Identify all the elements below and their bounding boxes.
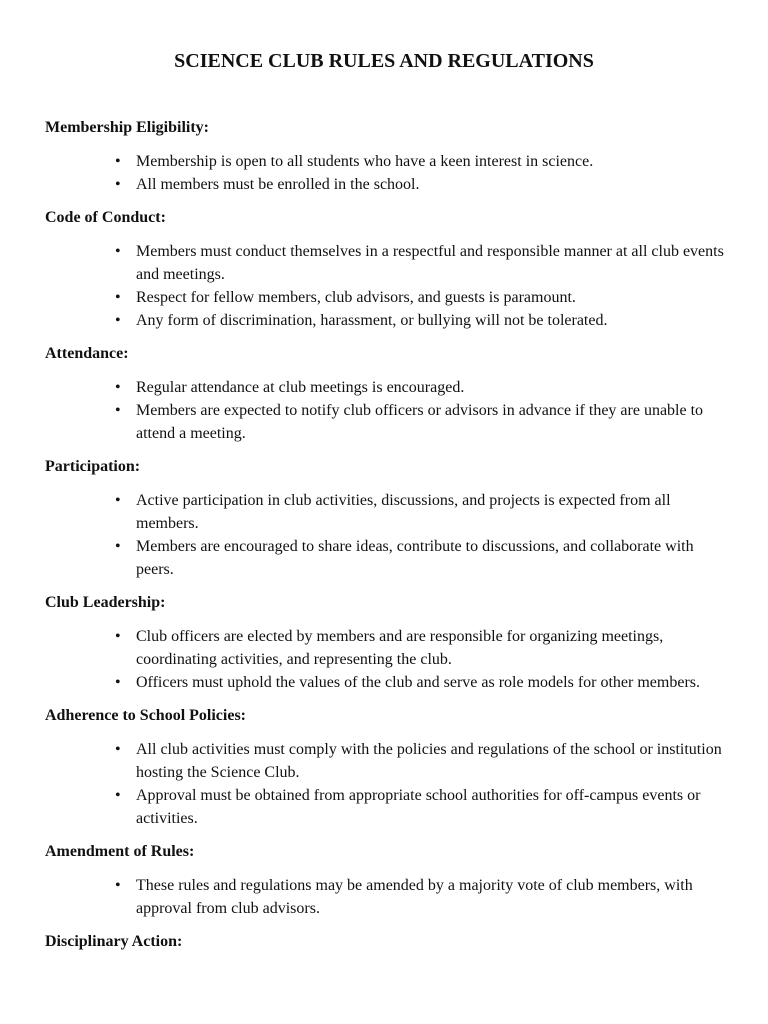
section	[45, 591, 735, 694]
list-item-text: Regular attendance at club meetings is encouraged.	[136, 379, 465, 396]
list-item-text: Members must conduct themselves in a respectful and responsible manner at all club events and meetings.	[136, 243, 724, 283]
section-heading: Participation:	[45, 458, 141, 475]
section-heading: Adherence to School Policies:	[45, 707, 247, 724]
list-item-text: Approval must be obtained from appropriate school authorities for off-campus events or activities.	[136, 787, 701, 827]
list-item-text: Active participation in club activities, discussions, and projects is expected from all members.	[136, 492, 671, 532]
list-item-text: These rules and regulations may be amended by a majority vote of club members, with approval from club advisors.	[136, 877, 693, 917]
list-item-text: Club officers are elected by members and are responsible for organizing meetings, coordinating activities, and representing the club.	[136, 628, 664, 668]
bullet-icon: •	[115, 877, 121, 894]
list-item	[45, 309, 735, 332]
bullet-icon: •	[115, 243, 121, 260]
list-item-text: Members are encouraged to share ideas, contribute to discussions, and collaborate with peers.	[136, 538, 694, 578]
bullet-list	[45, 376, 735, 445]
section	[45, 455, 735, 581]
list-item	[45, 784, 735, 830]
bullet-icon: •	[115, 492, 121, 509]
list-item	[45, 399, 735, 445]
section	[45, 840, 735, 920]
bullet-icon: •	[115, 153, 121, 170]
bullet-list	[45, 489, 735, 581]
section	[45, 342, 735, 445]
section-heading: Disciplinary Action:	[45, 933, 183, 950]
bullet-icon: •	[115, 312, 121, 329]
list-item-text: Officers must uphold the values of the club and serve as role models for other members.	[136, 674, 700, 691]
section	[45, 206, 735, 332]
bullet-list	[45, 625, 735, 694]
list-item-text: Any form of discrimination, harassment, or bullying will not be tolerated.	[136, 312, 608, 329]
list-item	[45, 240, 735, 286]
bullet-icon: •	[115, 402, 121, 419]
bullet-icon: •	[115, 741, 121, 758]
bullet-list	[45, 874, 735, 920]
bullet-icon: •	[115, 289, 121, 306]
bullet-icon: •	[115, 628, 121, 645]
list-item	[45, 671, 735, 694]
section	[45, 116, 735, 196]
list-item	[45, 535, 735, 581]
bullet-icon: •	[115, 787, 121, 804]
bullet-list	[45, 738, 735, 830]
section	[45, 930, 735, 953]
list-item-text: All club activities must comply with the policies and regulations of the school or institution hosting the Science Club.	[136, 741, 722, 781]
section	[45, 704, 735, 830]
section-heading: Club Leadership:	[45, 594, 166, 611]
list-item	[45, 173, 735, 196]
document-body	[45, 116, 735, 953]
document-title: SCIENCE CLUB RULES AND REGULATIONS	[174, 50, 594, 72]
list-item	[45, 150, 735, 173]
list-item-text: Membership is open to all students who have a keen interest in science.	[136, 153, 594, 170]
list-item-text: All members must be enrolled in the school.	[136, 176, 420, 193]
bullet-icon: •	[115, 538, 121, 555]
list-item-text: Members are expected to notify club officers or advisors in advance if they are unable to attend a meeting.	[136, 402, 704, 442]
section-heading: Membership Eligibility:	[45, 119, 209, 136]
list-item-text: Respect for fellow members, club advisors, and guests is paramount.	[136, 289, 576, 306]
list-item	[45, 286, 735, 309]
bullet-icon: •	[115, 674, 121, 691]
list-item	[45, 625, 735, 671]
list-item	[45, 376, 735, 399]
list-item	[45, 874, 735, 920]
bullet-icon: •	[115, 176, 121, 193]
bullet-icon: •	[115, 379, 121, 396]
bullet-list	[45, 240, 735, 332]
section-heading: Code of Conduct:	[45, 209, 166, 226]
list-item	[45, 738, 735, 784]
list-item	[45, 489, 735, 535]
section-heading: Attendance:	[45, 345, 129, 362]
bullet-list	[45, 150, 735, 196]
section-heading: Amendment of Rules:	[45, 843, 195, 860]
